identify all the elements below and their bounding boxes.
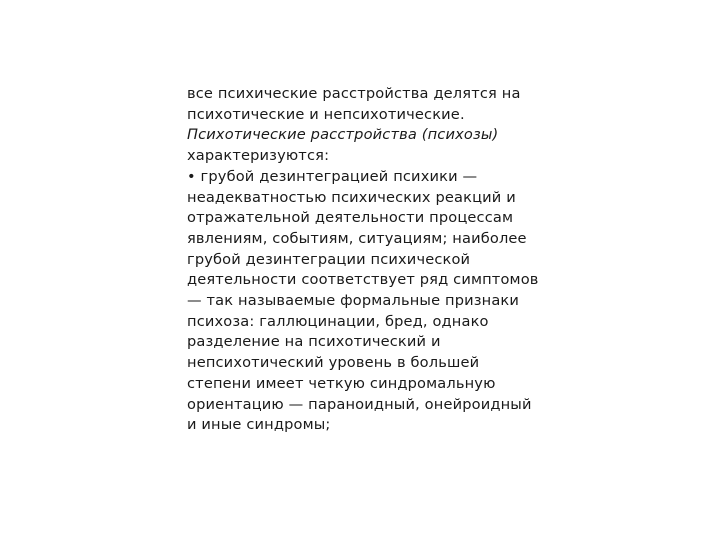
text-line-1: все психические расстройства делятся на (187, 85, 521, 102)
text-line-13: разделение на психотический и (187, 333, 441, 351)
text-line-11: — так называемые формальные признаки (187, 292, 520, 310)
text-line-5-bullet: • грубой дезинтеграцией психики — (187, 167, 478, 185)
text-line-15: степени имеет четкую синдромальную (187, 374, 496, 392)
text-line-12: психоза: галлюцинации, бред, однако (187, 312, 489, 330)
text-line-9: грубой дезинтеграции психической (187, 250, 471, 268)
text-line-17: и иные синдромы; (187, 416, 331, 434)
text-line-8: явлениям, событиям, ситуациям; наиболее (187, 229, 527, 247)
text-line-3-italic: Психотические расстройства (психозы) (187, 126, 499, 144)
text-line-6: неадекватностью психических реакций и (187, 188, 516, 206)
text-line-2: психотические и непсихотические. (187, 105, 465, 123)
text-line-4: характеризуются: (187, 147, 330, 165)
text-line-14: непсихотический уровень в большей (187, 354, 480, 372)
text-line-10: деятельности соответствует ряд симптомов (187, 271, 539, 289)
body-text (187, 84, 537, 436)
text-line-16: ориентацию — параноидный, онейроидный (187, 395, 532, 413)
text-line-7: отражательной деятельности процессам (187, 209, 514, 227)
